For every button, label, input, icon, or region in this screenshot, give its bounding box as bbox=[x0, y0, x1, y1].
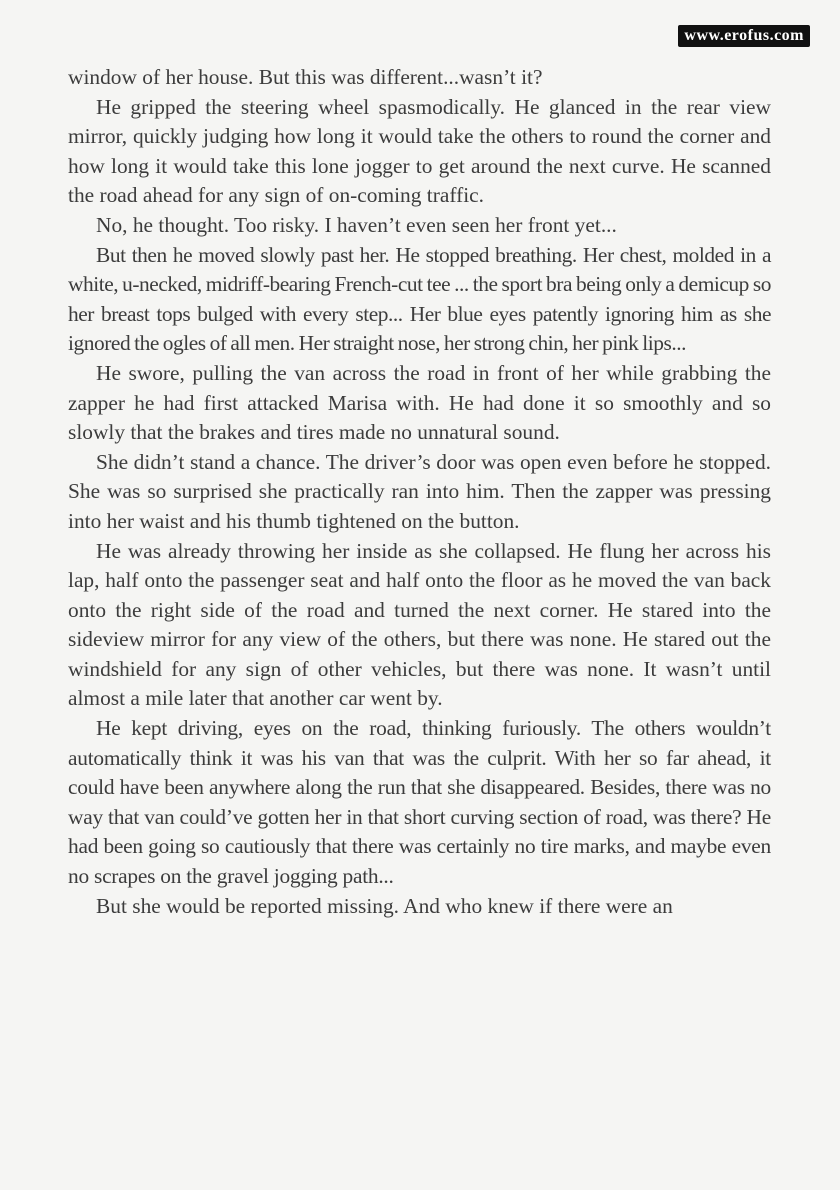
paragraph-7: He was already throwing her inside as she collapsed. He flung her across his lap, half onto the passenger seat and half onto the floor as he moved the van back onto the right side of the road and turned the next corner. He stared into the sideview mirror for any view of the others, but there was none. He stared out the windshield for any sign of other vehicles, but there was none. It wasn’t until almost a mile later that another car went by. bbox=[68, 538, 771, 711]
paragraph-4: But then he moved slowly past her. He stopped breathing. Her chest, molded in a white, u-necked, midriff-bearing French-cut tee ... the sport bra being only a demicup so her breast tops bulged with every step... Her blue eyes patently ignoring him as she ignored the ogles of all men. Her straight nose, her strong chin, her pink lips... bbox=[68, 242, 771, 356]
paragraph-5: He swore, pulling the van across the road in front of her while grabbing the zapper he had first attacked Marisa with. He had done it so smoothly and so slowly that the brakes and tires made no unnatural sound. bbox=[68, 360, 771, 445]
paragraph-3: No, he thought. Too risky. I haven’t even seen her front yet... bbox=[96, 212, 617, 237]
paragraph-2: He gripped the steering wheel spasmodically. He glanced in the rear view mirror, quickly judging how long it would take the others to round the corner and how long it would take this lone jogger to get around the next curve. He scanned the road ahead for any sign of on-coming traffic. bbox=[68, 94, 771, 208]
watermark-logo: www.erofus.com bbox=[678, 25, 810, 47]
page-body-text bbox=[68, 63, 771, 921]
paragraph-9: But she would be reported missing. And who knew if there were an bbox=[96, 893, 673, 918]
paragraph-1: window of her house. But this was different...wasn’t it? bbox=[68, 65, 543, 89]
paragraph-8: He kept driving, eyes on the road, thinking furiously. The others wouldn’t automatically think it was his van that was the culprit. With her so far ahead, it could have been anywhere along the run that she disappeared. Besides, there was no way that van could’ve gotten her in that short curving section of road, was there? He had been going so cautiously that there was certainly no tire marks, and maybe even no scrapes on the gravel jogging path... bbox=[68, 716, 771, 889]
paragraph-6: She didn’t stand a chance. The driver’s door was open even before he stopped. She was so surprised she practically ran into him. Then the zapper was pressing into her waist and his thumb tightened on the button. bbox=[68, 449, 771, 533]
